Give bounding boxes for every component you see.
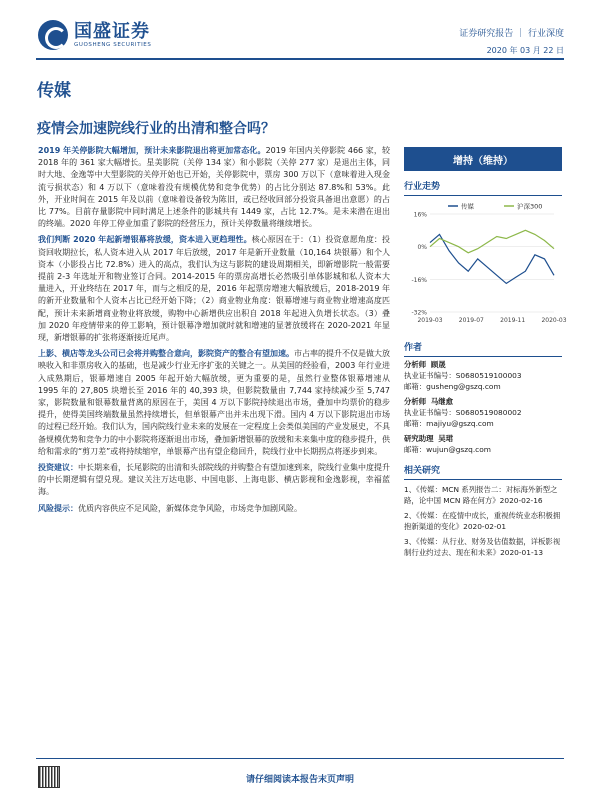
y-tick-label: -16% bbox=[411, 276, 427, 284]
report-date: 2020 年 03 月 22 日 bbox=[486, 46, 564, 55]
trend-title: 行业走势 bbox=[404, 179, 562, 196]
paragraph-5: 风险提示：优质内容供应不足风险，新媒体竞争风险，市场竞争加剧风险。 bbox=[38, 503, 302, 513]
page-header bbox=[0, 0, 600, 62]
rating-badge: 增持（维持） bbox=[404, 147, 562, 171]
x-tick-label: 2020-03 bbox=[541, 317, 567, 324]
logo bbox=[38, 20, 151, 50]
analyst-email[interactable]: 邮箱：majiyu@gszq.com bbox=[404, 419, 494, 428]
analyst-list bbox=[404, 359, 562, 455]
logo-en: GUOSHENG SECURITIES bbox=[74, 42, 152, 48]
x-tick-label: 2019-03 bbox=[417, 317, 443, 324]
main-content bbox=[38, 145, 390, 519]
y-tick-label: 16% bbox=[413, 211, 427, 219]
header-divider bbox=[36, 58, 564, 60]
report-type: 证券研究报告 ｜ 行业深度 bbox=[459, 29, 564, 39]
y-tick-label: -32% bbox=[411, 309, 427, 317]
paragraph-4: 投资建议：中长期来看，长尾影院的出清和头部院线的并购整合有望加速到来，院线行业集中度提升的中长期逻辑有望兑现。建议关注万达电影、中国电影、上海电影、横店影视和金逸影视，幸福蓝海。 bbox=[38, 463, 390, 497]
sidebar bbox=[404, 147, 567, 562]
analyst-email[interactable]: 邮箱：gusheng@gszq.com bbox=[404, 382, 501, 391]
related-item[interactable]: 3、《传媒：从行业、财务及估值数据，详板影视制行业约过去、现在和未来》2020-01-13 bbox=[404, 537, 561, 557]
logo-cn: 国盛证券 bbox=[74, 21, 150, 42]
related-list bbox=[404, 484, 562, 558]
footer-divider bbox=[36, 758, 564, 759]
trend-chart bbox=[404, 200, 567, 332]
related-title: 相关研究 bbox=[404, 463, 562, 480]
trend-chart-svg bbox=[404, 200, 567, 332]
x-tick-label: 2019-07 bbox=[458, 317, 484, 324]
analyst-item: 分析师 马继愈 执业证书编号：S0680519080002 邮箱：majiyu@gszq.com bbox=[404, 396, 562, 429]
x-tick-label: 2019-11 bbox=[500, 317, 526, 324]
analyst-item: 分析师 顾晟 执业证书编号：S0680519100003 邮箱：gusheng@gszq.com bbox=[404, 359, 562, 392]
paragraph-3: 上影、横店等龙头公司已会将并购整合意向，影院资产的整合有望加速。市占率的提升不仅是做大放映收入和非票房收入的基础，也是减少行业无序扩张的关键之一。从美国的经验看，2003 年行业进入成熟期后，银幕增速自 2005 年起开始大幅放缓，更为重要的是，虽然行业整体银幕增速从 1995 年的 27,805 块增长至 2016 年的 40,393 块，但影院数量由 7,744 家持续减少至 5,747 家，影院数量和银幕数量背离的原因在于，美国 4 万以下影院持续退出市场，叠加中均票价的稳步提升，使得美国终端数量虽然持续增长，但单银幕产出并未出现下滑。国内 4 万以下影院退出市场的过程已经开始。我们认为，国内院线行业未来的发展在一定程度上会类似美国的产业发展史，不具备规模优势和竞争力的中小影院将逐渐退出市场，叠加新增银幕的放缓和未来集中度的稳步提升，供给和需求的“剪刀差”或将持续缩窄，单银幕产出有望企稳回升，院线行业中长期拐点将逐步到来。 bbox=[38, 349, 390, 456]
analyst-item: 研究助理 吴珺 邮箱：wujun@gszq.com bbox=[404, 433, 562, 455]
related-item[interactable]: 1、《传媒：MCN 系列报告二：对标海外新型之路，论中国 MCN 路在何方》2020-02-16 bbox=[404, 485, 558, 505]
footer-disclaimer: 请仔细阅读本报告末页声明 bbox=[245, 775, 354, 785]
related-item[interactable]: 2、《传媒：在疫情中成长，重视传统业态积极拥抱新渠道的变化》2020-02-01 bbox=[404, 511, 561, 531]
logo-icon bbox=[38, 20, 68, 50]
analyst-email[interactable]: 邮箱：wujun@gszq.com bbox=[404, 445, 491, 454]
report-title: 疫情会加速院线行业的出清和整合吗？ bbox=[37, 121, 275, 137]
legend-label: 传媒 bbox=[461, 202, 474, 211]
legend-label: 沪深300 bbox=[517, 202, 543, 211]
paragraph-2: 我们判断 2020 年起新增银幕将放缓，资本进入更趋理性。核心原因在于：（1）投资意愿角度：投资回收期拉长，私人资本进入从 2017 年后放缓，2017 年是新开业数量（10,164 块银幕）和个人资本（小影投占比 72.8%）进入的高点，我们认为这与影院的建设周期相关，即新增影院一般需要提前 2-3 年选址开和物业签订合同。2014-2015 年的票房高增长必然吸引单体影城和私人资本大量进入，开业终结在 2017 年，而与之相反的是，2016 年起票房增速大幅放缓后，2018-2019 年的新开业数量和个人资本占比已经开始下降；（2）商业物业角度：银幕增速与商业物业增速高度匹配，预计未来新增商业物业将放缓，购物中心新增供应出积自 2018 年起进入负增长状态。（3）叠加 2020 年疫情带来的停工影响，预计银幕净增加就时就和增速的显著放缓将在 2020-2021 年显现，新增银幕的扩张将逐渐接近尾声。 bbox=[38, 235, 390, 343]
analysts-title: 作者 bbox=[404, 340, 562, 357]
industry-label: 传媒 bbox=[37, 81, 71, 101]
paragraph-1: 2019 年关停影院大幅增加，预计未来影院退出将更加常态化。2019 年国内关停影院 466 家，较 2018 年的 361 家大幅增长。星美影院（关停 134 家）和小影院（关停 277 家）是退出主体，同时大地、金逸等中大型影院的关停开始也已开始，关停影院中，票房 300 万以下（意味着进入现金流亏损状态）和 4 万以下（意味着没有规模优势和竞争优势）的占比分别达 87.8%和 53%。此外，开业时间在 2015 年及以前（意味着设备较为陈旧，或已经收回部分投资具备退出意愿）的占比 77%。目前存量影院中同时满足上述条件的影城共有 1449 家，占比 12.7%。是未来潜在退出的终端。2020 年停工停业加重了影院的经营压力，预计关停数量将继续增长。 bbox=[38, 146, 390, 229]
y-tick-label: 0% bbox=[417, 244, 427, 252]
